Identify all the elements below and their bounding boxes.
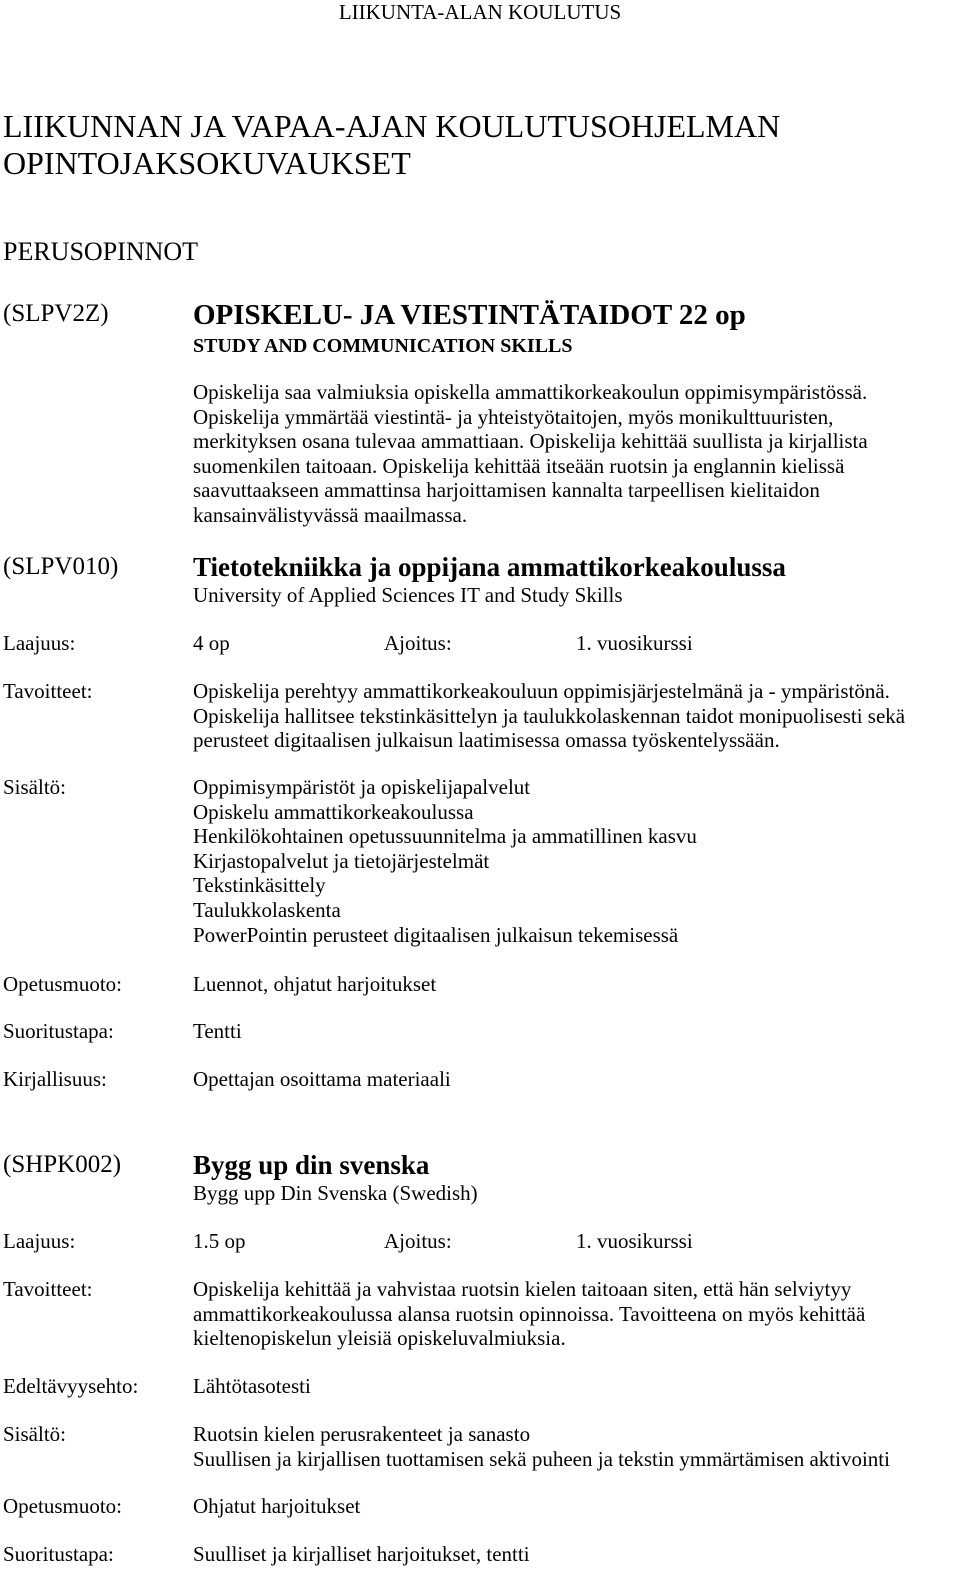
ajoitus-label: Ajoitus:: [384, 631, 452, 655]
sisalto-item: PowerPointin perusteet digitaalisen julkaisun tekemisessä: [193, 922, 679, 947]
sisalto-label: Sisältö:: [3, 775, 67, 799]
opetusmuoto-label: Opetusmuoto:: [3, 972, 122, 996]
document-title-line-2: OPINTOJAKSOKUVAUKSET: [3, 145, 411, 181]
section-heading: PERUSOPINNOT: [3, 237, 199, 266]
tavoitteet-label: Tavoitteet:: [3, 1277, 93, 1301]
laajuus-value: 4 op: [193, 631, 230, 655]
laajuus-label: Laajuus:: [3, 1229, 76, 1253]
opetusmuoto-value: Luennot, ohjatut harjoitukset: [193, 972, 437, 996]
course-subtitle: Bygg upp Din Svenska (Swedish): [193, 1181, 478, 1205]
suoritustapa-value: Suulliset ja kirjalliset harjoitukset, tentti: [193, 1542, 530, 1566]
sisalto-item: Tekstinkäsittely: [193, 873, 326, 898]
suoritustapa-label: Suoritustapa:: [3, 1542, 114, 1566]
tavoitteet-line: kieltenopiskelun yleisiä opiskeluvalmiuksia.: [193, 1326, 566, 1351]
sisalto-item: Ruotsin kielen perusrakenteet ja sanasto: [193, 1422, 531, 1446]
ajoitus-value: 1. vuosikurssi: [576, 1229, 693, 1253]
tavoitteet-line: Opiskelija perehtyy ammattikorkeakouluun oppimisjärjestelmänä ja - ympäristönä.: [193, 679, 890, 703]
edeltavyysehto-value: Lähtötasotesti: [193, 1374, 311, 1398]
module-subtitle: STUDY AND COMMUNICATION SKILLS: [193, 335, 573, 357]
course-title: Bygg up din svenska: [193, 1150, 430, 1180]
tavoitteet-line: perusteet digitaalisen julkaisun laatimisessa omassa työskentelyssään.: [193, 728, 780, 753]
suoritustapa-label: Suoritustapa:: [3, 1019, 114, 1043]
tavoitteet-line: ammattikorkeakoulussa alansa ruotsin opinnoissa. Tavoitteena on myös kehittää: [193, 1301, 866, 1326]
sisalto-item: Henkilökohtainen opetussuunnitelma ja ammatillinen kasvu: [193, 824, 697, 849]
opetusmuoto-label: Opetusmuoto:: [3, 1494, 122, 1518]
description-line: merkityksen osana tulevaa ammattiaan. Opiskelija kehittää suullista ja kirjallista: [193, 429, 868, 454]
sisalto-list: [193, 775, 953, 947]
tavoitteet-text: [193, 1277, 953, 1351]
sisalto-label: Sisältö:: [3, 1422, 67, 1446]
kirjallisuus-label: Kirjallisuus:: [3, 1067, 107, 1091]
laajuus-label: Laajuus:: [3, 631, 76, 655]
sisalto-list: [193, 1422, 953, 1471]
course-title: Tietotekniikka ja oppijana ammattikorkeakoulussa: [193, 552, 786, 582]
page-header: LIIKUNTA-ALAN KOULUTUS: [338, 0, 622, 24]
laajuus-value: 1.5 op: [193, 1229, 246, 1253]
edeltavyysehto-label: Edeltävyysehto:: [3, 1374, 139, 1398]
module-code: (SLPV2Z): [3, 300, 109, 327]
description-line: saavuttaakseen ammattinsa harjoittamisen kannalta tarpeellisen kielitaidon: [193, 478, 820, 503]
sisalto-item: Taulukkolaskenta: [193, 897, 341, 922]
module-description: [193, 380, 953, 528]
tavoitteet-text: [193, 679, 953, 753]
sisalto-item: Opiskelu ammattikorkeakoulussa: [193, 799, 474, 824]
course-code: (SLPV010): [3, 553, 119, 580]
description-line: Opiskelija saa valmiuksia opiskella ammattikorkeakoulun oppimisympäristössä.: [193, 380, 868, 404]
sisalto-item: Oppimisympäristöt ja opiskelijapalvelut: [193, 775, 531, 799]
course-code: (SHPK002): [3, 1151, 122, 1178]
sisalto-item: Kirjastopalvelut ja tietojärjestelmät: [193, 848, 490, 873]
tavoitteet-label: Tavoitteet:: [3, 679, 93, 703]
description-line: suomenkilen taitoaan. Opiskelija kehittää itseään ruotsin ja englannin kielissä: [193, 453, 845, 478]
suoritustapa-value: Tentti: [193, 1019, 242, 1043]
description-line: Opiskelija ymmärtää viestintä- ja yhteistyötaitojen, myös monikulttuuristen,: [193, 404, 834, 429]
module-title: OPISKELU- JA VIESTINTÄTAIDOT 22 op: [193, 299, 746, 331]
tavoitteet-line: Opiskelija kehittää ja vahvistaa ruotsin kielen taitoaan siten, että hän selviytyy: [193, 1277, 852, 1301]
description-line: kansainvälistyvässä maailmassa.: [193, 502, 468, 527]
course-subtitle: University of Applied Sciences IT and Study Skills: [193, 583, 623, 607]
sisalto-item: Suullisen ja kirjallisen tuottamisen sekä puheen ja tekstin ymmärtämisen aktivointi: [193, 1446, 890, 1471]
document-title-line-1: LIIKUNNAN JA VAPAA-AJAN KOULUTUSOHJELMAN: [3, 108, 781, 144]
kirjallisuus-value: Opettajan osoittama materiaali: [193, 1067, 451, 1091]
opetusmuoto-value: Ohjatut harjoitukset: [193, 1494, 361, 1518]
ajoitus-value: 1. vuosikurssi: [576, 631, 693, 655]
tavoitteet-line: Opiskelija hallitsee tekstinkäsittelyn ja taulukkolaskennan taidot monipuolisesti sekä: [193, 703, 906, 728]
ajoitus-label: Ajoitus:: [384, 1229, 452, 1253]
